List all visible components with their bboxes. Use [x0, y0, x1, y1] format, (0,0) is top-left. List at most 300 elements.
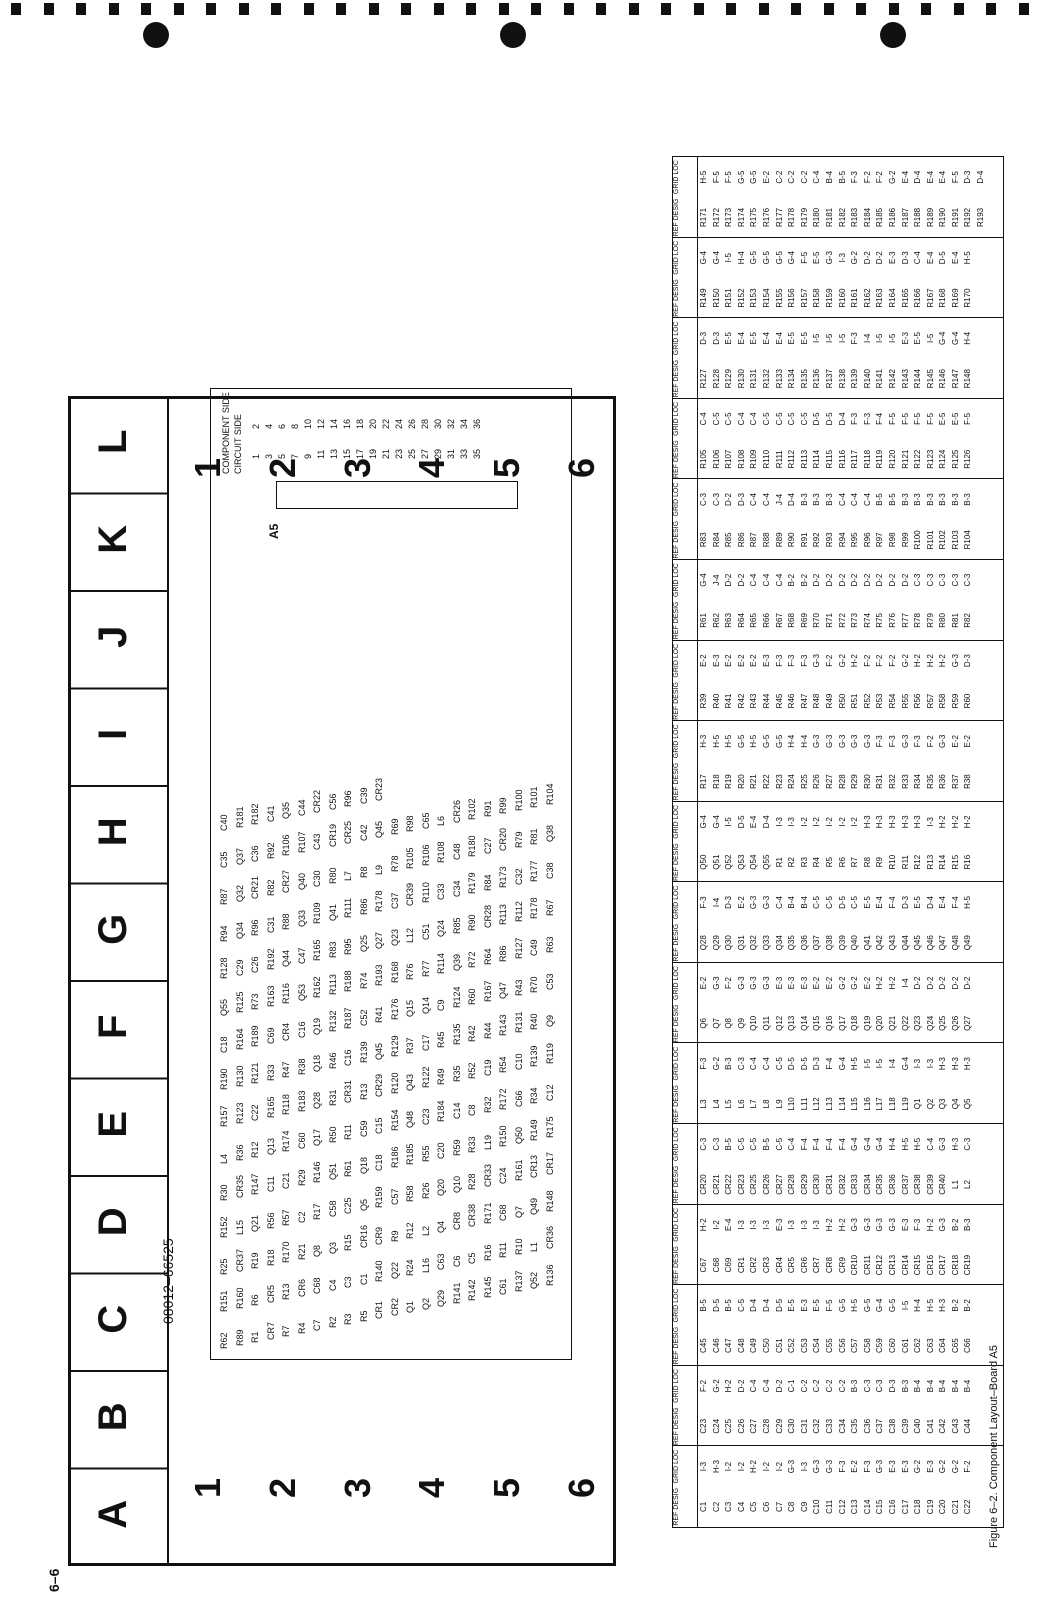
grid-loc-cell: B-3 — [799, 493, 809, 506]
ref-desig-cell: Q41 — [862, 935, 872, 951]
table-row — [962, 641, 975, 722]
grid-loc-cell: D-3 — [736, 493, 746, 506]
ref-desig-cell: C66 — [963, 1338, 973, 1354]
ref-desig-cell: R4 — [812, 857, 822, 868]
table-row — [849, 157, 862, 238]
component-ref: R187 — [343, 1007, 353, 1029]
component-ref: C35 — [219, 851, 229, 868]
ref-desig-cell: C13 — [850, 1499, 860, 1515]
grid-loc-cell: H-2 — [724, 1379, 734, 1393]
ref-desig-cell: Q46 — [925, 935, 935, 951]
ref-desig-cell: Q52 — [724, 854, 734, 870]
component-ref: R25 — [219, 1258, 229, 1275]
table-column-group — [673, 317, 1003, 399]
component-ref: Q39 — [451, 953, 462, 971]
component-ref: R127 — [513, 937, 524, 959]
grid-loc-cell: D-4 — [787, 493, 797, 506]
header-grid-loc: GRID LOC — [673, 1369, 680, 1403]
grid-loc-cell: F-4 — [837, 1138, 847, 1151]
grid-loc-cell: I-2 — [812, 817, 822, 827]
ref-desig-cell: C41 — [925, 1418, 935, 1434]
component-ref: R57 — [281, 1209, 291, 1226]
header-ref-desig: REF DESIG — [673, 762, 680, 801]
component-ref: Q37 — [234, 847, 245, 865]
component-ref: L16 — [420, 1257, 431, 1273]
grid-loc-cell: J-4 — [774, 493, 784, 506]
grid-loc-cell: I-4 — [711, 897, 721, 908]
grid-loc-cell: C-4 — [761, 573, 771, 587]
table-row — [912, 157, 925, 238]
grid-loc-cell: G-2 — [850, 976, 860, 990]
grid-loc-cell: C-4 — [812, 170, 822, 184]
table-row — [698, 641, 711, 722]
table-header — [673, 399, 698, 480]
table-row — [723, 157, 736, 238]
table-row — [837, 1366, 850, 1447]
component-ref: C27 — [482, 837, 493, 854]
table-row — [811, 238, 824, 319]
part-number: 08012–66525 — [160, 1238, 176, 1324]
grid-loc-cell: I-3 — [812, 1220, 822, 1230]
table-row — [937, 963, 950, 1044]
grid-loc-cell: C-5 — [799, 412, 809, 426]
grid-loc-cell: F-3 — [837, 1460, 847, 1473]
table-row — [937, 1205, 950, 1286]
table-header — [673, 560, 698, 641]
table-row — [774, 963, 787, 1044]
component-ref: R82 — [265, 879, 276, 896]
component-ref: CR21 — [250, 875, 260, 899]
grid-loc-cell: C-3 — [950, 573, 960, 587]
table-row — [950, 479, 963, 560]
table-column-group — [673, 559, 1003, 641]
component-ref: C11 — [265, 1176, 276, 1192]
table-row — [761, 1043, 774, 1124]
grid-loc-cell: C-5 — [724, 412, 734, 426]
component-ref: R43 — [513, 979, 524, 996]
table-row — [837, 882, 850, 963]
table-row — [962, 1285, 975, 1366]
component-ref: C51 — [420, 923, 431, 940]
ref-desig-cell: R156 — [787, 288, 797, 308]
table-row — [912, 318, 925, 399]
ref-desig-cell: C45 — [699, 1338, 708, 1354]
component-ref: C38 — [544, 862, 555, 879]
pin-number-component: 36 — [472, 418, 482, 429]
table-row — [698, 963, 711, 1044]
component-ref: R135 — [451, 1023, 462, 1045]
component-ref: Q22 — [389, 1261, 400, 1279]
grid-loc-cell: C-4 — [787, 1137, 797, 1151]
grid-loc-cell: G-3 — [862, 1218, 872, 1232]
grid-loc-cell: C-2 — [799, 170, 809, 184]
table-row — [748, 238, 761, 319]
ref-desig-cell: CR10 — [850, 1254, 860, 1276]
grid-loc-cell: F-4 — [824, 1138, 834, 1151]
ref-desig-cell: C40 — [913, 1418, 923, 1434]
table-row — [698, 560, 711, 641]
table-row — [786, 1446, 799, 1527]
grid-loc-cell: H-5 — [925, 1298, 935, 1312]
grid-loc-cell: F-3 — [913, 735, 923, 748]
pin-number-circuit: 33 — [459, 448, 469, 459]
table-row — [761, 1285, 774, 1366]
grid-loc-cell: E-5 — [913, 896, 923, 909]
pin-number-component: 18 — [355, 418, 365, 429]
component-ref: C16 — [296, 1021, 307, 1038]
grid-loc-cell: G-4 — [699, 573, 708, 587]
pin-number-component: 26 — [407, 418, 417, 429]
table-row — [711, 1285, 724, 1366]
grid-loc-cell: B-3 — [812, 493, 822, 506]
ref-desig-cell: L12 — [812, 1097, 822, 1111]
component-ref: C39 — [358, 787, 369, 804]
ref-desig-cell: L15 — [850, 1097, 860, 1111]
component-ref: R10 — [513, 1238, 524, 1255]
ref-desig-cell: R57 — [925, 693, 935, 709]
grid-loc-cell: H-2 — [938, 815, 948, 829]
ref-desig-cell: Q7 — [711, 1018, 721, 1029]
table-row — [900, 479, 913, 560]
grid-loc-cell: G-5 — [761, 734, 771, 748]
component-ref: R54 — [498, 1056, 508, 1073]
table-row — [774, 157, 787, 238]
grid-loc-cell: I-4 — [862, 333, 872, 343]
ref-desig-cell: Q55 — [761, 854, 771, 870]
component-ref: R35 — [451, 1065, 462, 1082]
grid-column-label: G — [91, 913, 135, 945]
component-ref: C40 — [219, 814, 229, 831]
table-row — [937, 802, 950, 883]
component-ref: R83 — [327, 941, 338, 958]
table-row — [723, 560, 736, 641]
grid-loc-cell: H-4 — [799, 734, 809, 748]
table-row — [786, 641, 799, 722]
table-row — [799, 479, 812, 560]
grid-loc-cell: H-2 — [749, 1460, 759, 1473]
pin-number-circuit: 21 — [381, 448, 391, 459]
component-ref: C36 — [250, 845, 260, 862]
component-ref: Q4 — [436, 1220, 446, 1233]
component-ref: Q25 — [358, 934, 369, 952]
ref-desig-cell: R88 — [761, 532, 771, 548]
ref-desig-cell: C63 — [925, 1338, 935, 1354]
grid-loc-cell: F-4 — [799, 1138, 809, 1151]
table-row — [748, 1205, 761, 1286]
table-row — [799, 1446, 812, 1527]
grid-loc-cell: G-3 — [812, 1459, 822, 1474]
component-ref: R142 — [467, 1279, 477, 1301]
pc-board-outline — [210, 388, 572, 1360]
component-ref: R179 — [467, 872, 477, 894]
table-row — [912, 1366, 925, 1447]
component-ref: R107 — [296, 831, 307, 853]
table-row — [786, 802, 799, 883]
ref-desig-cell: CR22 — [724, 1174, 734, 1195]
ref-desig-cell: R13 — [925, 854, 935, 870]
ref-desig-cell: C67 — [699, 1257, 708, 1273]
grid-loc-cell: G-3 — [824, 251, 834, 265]
grid-loc-cell: D-2 — [774, 1379, 784, 1393]
grid-loc-cell: G-4 — [875, 1298, 885, 1313]
table-row — [837, 238, 850, 319]
ref-desig-cell: CR23 — [736, 1174, 746, 1195]
grid-loc-cell: E-5 — [799, 332, 809, 345]
ref-desig-cell: R170 — [963, 288, 973, 308]
grid-loc-cell: E-5 — [787, 1299, 797, 1312]
table-row — [748, 1043, 761, 1124]
ref-desig-cell: CR9 — [837, 1257, 847, 1274]
component-ref: Q5 — [358, 1198, 369, 1211]
grid-loc-cell: E-2 — [749, 654, 759, 667]
table-row — [799, 1366, 812, 1447]
grid-column-label: F — [91, 1014, 135, 1039]
ref-desig-cell: L3 — [699, 1099, 708, 1109]
component-ref: R76 — [405, 963, 415, 980]
component-ref: CR7 — [265, 1321, 276, 1340]
grid-loc-cell: F-2 — [862, 171, 872, 184]
component-ref: CR27 — [281, 869, 291, 893]
component-ref: R30 — [219, 1184, 229, 1201]
table-row — [723, 1043, 736, 1124]
table-row — [824, 1285, 837, 1366]
component-ref: R81 — [529, 828, 539, 845]
table-row — [723, 721, 736, 802]
ref-desig-cell: R95 — [850, 532, 860, 548]
table-row — [811, 479, 824, 560]
ref-desig-cell: R75 — [875, 613, 885, 628]
ref-desig-cell: R90 — [787, 532, 797, 548]
grid-loc-cell: F-3 — [774, 654, 784, 667]
component-ref: C58 — [327, 1200, 338, 1217]
table-header — [673, 802, 698, 883]
ref-desig-cell: R120 — [887, 449, 897, 469]
ref-desig-cell: CR36 — [887, 1174, 897, 1195]
table-row — [698, 882, 711, 963]
table-row — [862, 238, 875, 319]
table-row — [799, 1205, 812, 1286]
component-ref: R173 — [498, 866, 508, 888]
table-row — [887, 1285, 900, 1366]
grid-loc-cell: I-3 — [699, 1461, 708, 1472]
table-row — [900, 560, 913, 641]
grid-loc-cell: G-3 — [938, 1137, 948, 1151]
grid-loc-cell: E-3 — [887, 251, 897, 264]
header-ref-desig: REF DESIG — [673, 1246, 680, 1284]
component-ref: R28 — [467, 1173, 477, 1190]
ref-desig-cell: Q29 — [711, 935, 721, 951]
grid-loc-cell: E-3 — [787, 976, 797, 990]
ref-desig-cell: R148 — [963, 369, 973, 389]
grid-loc-cell: H-2 — [925, 654, 935, 668]
ref-desig-cell: L2 — [963, 1180, 973, 1189]
component-ref: C56 — [327, 793, 338, 810]
component-ref: R152 — [219, 1216, 229, 1238]
ref-desig-cell: C18 — [913, 1499, 923, 1515]
ref-desig-cell: CR19 — [963, 1254, 973, 1276]
table-row — [711, 399, 724, 480]
component-ref: Q20 — [436, 1178, 446, 1196]
ref-desig-cell: CR20 — [699, 1174, 708, 1195]
table-row — [950, 238, 963, 319]
table-row — [950, 1124, 963, 1205]
ref-desig-cell: R180 — [812, 207, 822, 228]
grid-loc-cell: B-5 — [837, 170, 847, 184]
pin-number-component: 14 — [329, 418, 339, 429]
ref-desig-cell: R82 — [963, 613, 973, 628]
component-ref: R139 — [529, 1045, 539, 1067]
table-row — [811, 802, 824, 883]
header-ref-desig: REF DESIG — [673, 1004, 680, 1043]
grid-loc-cell: D-2 — [875, 573, 885, 587]
component-ref: R41 — [374, 1006, 384, 1023]
header-grid-loc: GRID LOC — [673, 1127, 680, 1162]
component-ref: R26 — [420, 1182, 431, 1199]
pin-number-component: 2 — [251, 423, 261, 429]
table-row — [786, 318, 799, 399]
ref-desig-cell: R40 — [711, 693, 721, 709]
table-row — [874, 721, 887, 802]
grid-loc-cell: H-2 — [824, 1218, 834, 1232]
ref-desig-cell: R133 — [774, 369, 784, 389]
ref-desig-cell: Q6 — [699, 1018, 708, 1029]
component-ref: C53 — [544, 973, 555, 990]
table-row — [887, 1366, 900, 1447]
ref-desig-cell: R8 — [862, 857, 872, 868]
table-row — [799, 802, 812, 883]
ref-desig-cell: C49 — [749, 1338, 759, 1354]
grid-loc-cell: C-4 — [925, 1137, 935, 1151]
grid-loc-cell: D-3 — [711, 331, 721, 345]
grid-loc-cell: E-3 — [887, 1460, 897, 1473]
header-grid-loc: GRID LOC — [673, 160, 680, 195]
grid-loc-cell: C-2 — [774, 170, 784, 184]
component-ref: R64 — [482, 948, 493, 965]
component-ref: R91 — [482, 800, 493, 817]
table-row — [837, 1205, 850, 1286]
grid-loc-cell: B-4 — [963, 1379, 973, 1393]
ref-desig-cell: Q39 — [837, 935, 847, 951]
pin-number-component: 32 — [446, 418, 456, 429]
ref-desig-cell: Q8 — [724, 1018, 734, 1029]
table-row — [925, 560, 938, 641]
ref-desig-cell: R59 — [950, 693, 960, 709]
grid-loc-cell: G-4 — [850, 1137, 860, 1151]
grid-loc-cell: G-5 — [862, 1298, 872, 1313]
grid-column-label: D — [91, 1207, 135, 1237]
table-row — [748, 1124, 761, 1205]
ref-desig-cell: C2 — [711, 1501, 721, 1512]
grid-loc-cell: E-4 — [900, 170, 910, 184]
grid-loc-cell: F-3 — [850, 332, 860, 345]
table-row — [862, 1205, 875, 1286]
grid-loc-cell: B-5 — [887, 493, 897, 506]
grid-loc-cell: I-2 — [824, 817, 834, 827]
table-row — [912, 641, 925, 722]
grid-loc-cell: H-2 — [950, 815, 960, 829]
grid-loc-cell: E-2 — [850, 1460, 860, 1473]
component-ref: C20 — [436, 1142, 446, 1159]
grid-loc-cell: F-3 — [850, 412, 860, 425]
header-grid-loc: GRID LOC — [673, 966, 680, 1000]
grid-loc-cell: E-4 — [761, 332, 771, 345]
grid-row-label: 4 — [411, 1477, 453, 1499]
ref-desig-cell: CR17 — [938, 1254, 948, 1276]
grid-loc-cell: E-2 — [963, 735, 973, 748]
grid-loc-cell: C-5 — [774, 1137, 784, 1151]
grid-loc-cell: F-4 — [887, 896, 897, 909]
grid-loc-cell: H-3 — [887, 815, 897, 829]
grid-row-label: 1 — [187, 1477, 229, 1499]
table-row — [799, 318, 812, 399]
component-ref: CR38 — [467, 1203, 477, 1227]
ref-desig-cell: R153 — [749, 288, 759, 308]
table-column-group — [673, 720, 1003, 802]
ref-desig-cell: R176 — [761, 207, 771, 228]
grid-loc-cell: G-4 — [699, 251, 708, 265]
table-row — [799, 560, 812, 641]
grid-loc-cell: I-4 — [900, 978, 910, 988]
grid-loc-cell: F-2 — [887, 654, 897, 667]
table-row — [912, 1285, 925, 1366]
grid-loc-cell: I-5 — [724, 253, 734, 263]
grid-loc-cell: G-5 — [749, 251, 759, 265]
grid-loc-cell: D-2 — [724, 573, 734, 587]
ref-desig-cell: Q51 — [711, 854, 721, 870]
table-row — [937, 1043, 950, 1124]
table-row — [862, 1446, 875, 1527]
ref-desig-cell: R151 — [724, 288, 734, 308]
component-ref: R98 — [405, 815, 415, 832]
grid-row-label: 6 — [560, 1477, 602, 1499]
table-row — [811, 721, 824, 802]
grid-loc-cell: F-3 — [875, 735, 885, 748]
component-ref: C59 — [358, 1120, 369, 1137]
component-ref: Q29 — [436, 1289, 446, 1307]
grid-loc-cell: G-5 — [837, 1298, 847, 1313]
ref-desig-cell: Q13 — [787, 1015, 797, 1031]
table-row — [862, 1124, 875, 1205]
table-row — [736, 802, 749, 883]
table-row — [950, 560, 963, 641]
ref-desig-cell: C7 — [774, 1501, 784, 1512]
component-ref: R89 — [234, 1329, 245, 1346]
component-ref: C15 — [374, 1117, 384, 1134]
component-ref: R58 — [405, 1185, 415, 1202]
grid-loc-cell: B-3 — [938, 493, 948, 506]
pin-number-circuit: 19 — [368, 448, 378, 459]
ref-desig-cell: R30 — [862, 774, 872, 789]
table-row — [711, 479, 724, 560]
header-grid-loc: GRID LOC — [673, 724, 680, 759]
table-row — [962, 882, 975, 963]
table-row — [711, 721, 724, 802]
ref-desig-cell: C57 — [850, 1338, 860, 1354]
component-ref: R101 — [529, 786, 539, 808]
table-row — [937, 1124, 950, 1205]
ref-desig-cell: R115 — [824, 449, 834, 469]
table-row — [761, 238, 774, 319]
table-row — [761, 882, 774, 963]
table-row — [711, 882, 724, 963]
table-row — [811, 641, 824, 722]
grid-loc-cell: G-3 — [761, 976, 771, 990]
grid-loc-cell: I-2 — [736, 1461, 746, 1472]
ref-desig-cell: R122 — [913, 449, 923, 469]
table-column-group — [673, 801, 1003, 883]
grid-loc-cell: E-3 — [761, 654, 771, 667]
grid-loc-cell: F-2 — [862, 654, 872, 667]
